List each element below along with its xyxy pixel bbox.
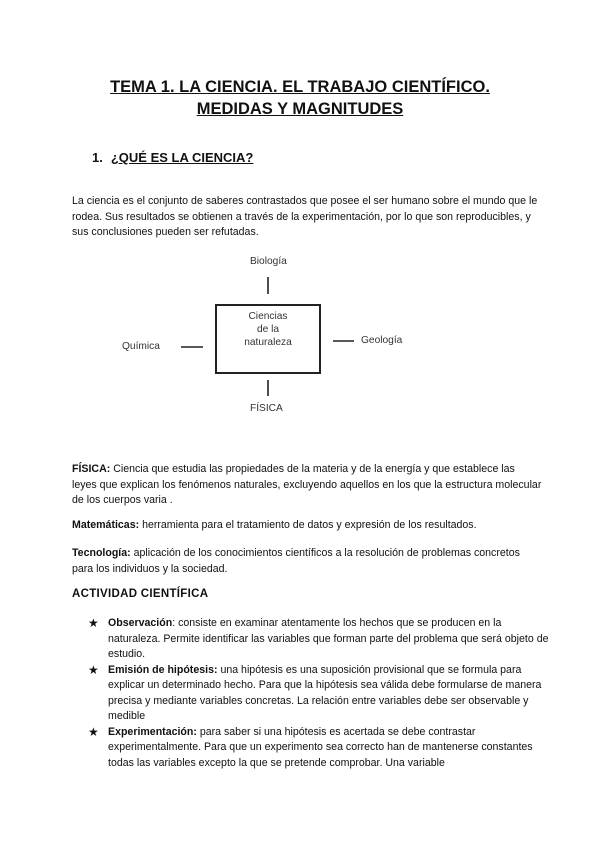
list-item-term: Emisión de hipótesis: (108, 663, 218, 676)
intro-paragraph: La ciencia es el conjunto de saberes contrastados que posee el ser humano sobre el mundo que le rodea. Sus resultados se obtienen a través de la experimentación, por lo que son reproducibles, y sus conclusiones pueden ser refutadas. (72, 195, 538, 238)
definition-term: FÍSICA: (72, 463, 111, 475)
definition-tecnologia (72, 546, 542, 577)
list-item (88, 663, 550, 725)
title-line-2: MEDIDAS Y MAGNITUDES (196, 100, 404, 118)
star-bullet-icon: ★ (88, 724, 99, 739)
definition-text: aplicación de los conocimientos científicos a la resolución de problemas concretos para los individuos y la sociedad. (72, 547, 520, 575)
title-line-1: TEMA 1. LA CIENCIA. EL TRABAJO CIENTÍFICO. (110, 78, 490, 96)
list-item (88, 725, 550, 772)
definition-text: herramienta para el tratamiento de datos y expresión de los resultados. (139, 519, 477, 531)
list-item (88, 616, 550, 663)
diagram-label-right: Geología (361, 335, 403, 346)
list-item-term: Experimentación: (108, 725, 197, 738)
list-item-text: una hipótesis es una suposición provisional que se formula para explicar un determinado hecho. Para que la hipótesis sea válida debe formularse de manera precisa y mediante variables concretas. La relación entre variables debe ser observable y medible (108, 663, 542, 722)
activity-list (88, 616, 550, 771)
star-bullet-icon: ★ (88, 616, 99, 630)
diagram-center-line-3: naturaleza (244, 337, 292, 348)
definition-term: Matemáticas: (72, 519, 140, 531)
diagram-label-top: Biología (250, 256, 287, 267)
definition-term: Tecnología: (72, 547, 131, 559)
star-bullet-icon: ★ (88, 662, 99, 677)
diagram-label-left: Química (122, 341, 160, 352)
activity-heading: ACTIVIDAD CIENTÍFICA (72, 588, 209, 600)
list-item-text: : consiste en examinar atentamente los hechos que se producen en la naturaleza. Permite identificar las variables que forman parte del problema que será objeto de estudio. (108, 617, 549, 660)
diagram-center-line-2: de la (256, 324, 280, 335)
diagram-label-bottom: FÍSICA (250, 403, 283, 414)
definition-text: Ciencia que estudia las propiedades de la materia y de la energía y que establece las leyes que explican los fenómenos naturales, excluyendo aquellos en los que la estructura molecular de los cuerpos varia . (72, 463, 542, 506)
section-number: 1. (92, 150, 103, 165)
list-item-text: para saber si una hipótesis es acertada se debe contrastar experimentalmente. Para que un experimento sea correcto han de mantenerse constantes todas las variables excepto la que se pretende comprobar. Una variable (108, 725, 533, 769)
diagram-center-text (216, 310, 320, 349)
definition-matematicas (72, 518, 542, 534)
diagram-center-line-1: Ciencias (248, 311, 288, 322)
list-item-term: Observación (108, 617, 173, 629)
definition-fisica (72, 462, 542, 509)
section-heading-text: ¿QUÉ ES LA CIENCIA? (110, 150, 254, 165)
